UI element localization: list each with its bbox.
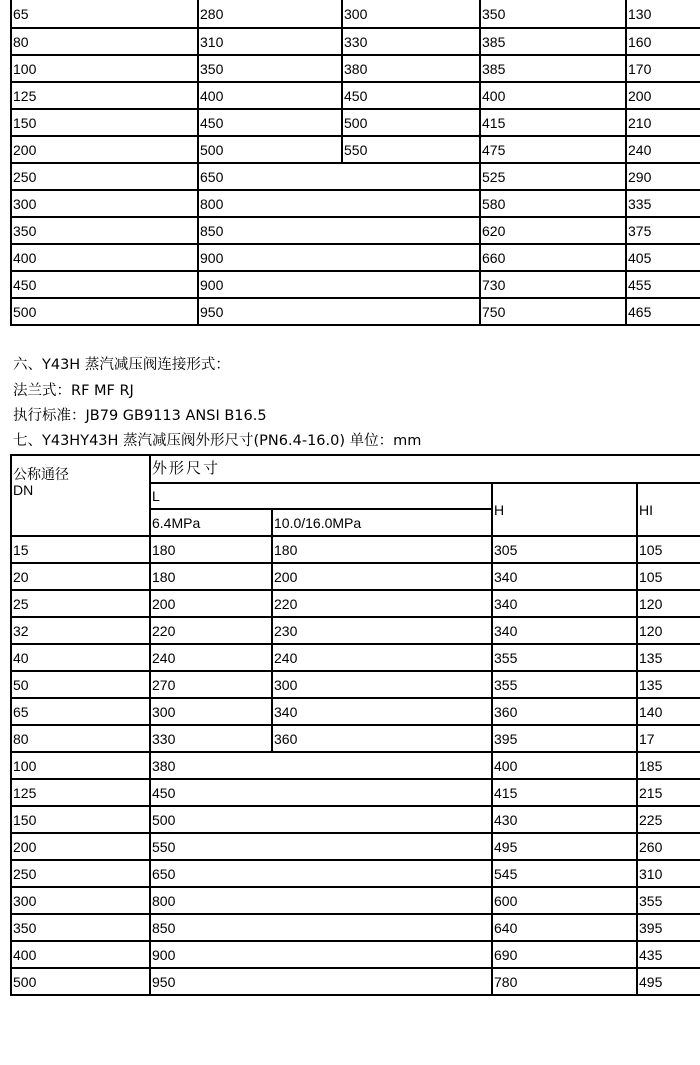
table-cell: 300	[11, 887, 150, 914]
table-row	[11, 671, 700, 698]
table-cell: 160	[626, 28, 700, 55]
table-row	[11, 725, 700, 752]
table-cell: 350	[11, 914, 150, 941]
table-cell: 780	[492, 968, 637, 995]
table-cell: 550	[342, 136, 480, 163]
table-cell: 100	[11, 752, 150, 779]
table-row	[11, 644, 700, 671]
table-cell: 280	[198, 0, 342, 28]
table-cell: 240	[626, 136, 700, 163]
table-cell: 250	[11, 860, 150, 887]
table-cell: 495	[637, 968, 700, 995]
table-cell: 180	[150, 536, 272, 563]
table-cell: 270	[150, 671, 272, 698]
lower-table-body	[11, 536, 700, 995]
table-cell: 330	[150, 725, 272, 752]
table-cell: 455	[626, 271, 700, 298]
table-cell: 50	[11, 671, 150, 698]
table-cell: 395	[637, 914, 700, 941]
flange-types: 法兰式：RF MF RJ	[13, 383, 134, 399]
table-row	[11, 190, 700, 217]
table-cell: 580	[480, 190, 626, 217]
table-cell: 135	[637, 644, 700, 671]
table-cell: 140	[637, 698, 700, 725]
header-H: H	[492, 483, 637, 536]
table-cell: 525	[480, 163, 626, 190]
table-cell: 385	[480, 55, 626, 82]
table-cell: 200	[11, 136, 198, 163]
table-cell: 130	[626, 0, 700, 28]
table-cell: 185	[637, 752, 700, 779]
table-cell: 340	[492, 563, 637, 590]
table-cell: 545	[492, 860, 637, 887]
table-cell: 340	[492, 590, 637, 617]
table-row	[11, 698, 700, 725]
table-cell: 310	[637, 860, 700, 887]
table-cell: 80	[11, 725, 150, 752]
table-cell: 350	[480, 0, 626, 28]
table-cell: 400	[11, 941, 150, 968]
table-cell: 850	[198, 217, 480, 244]
header-HI: HI	[637, 483, 700, 536]
table-cell: 400	[198, 82, 342, 109]
table-cell: 150	[11, 806, 150, 833]
table-cell: 850	[150, 914, 492, 941]
table-row	[11, 941, 700, 968]
table-cell: 200	[626, 82, 700, 109]
table-cell: 100	[11, 55, 198, 82]
table-cell: 305	[492, 536, 637, 563]
table-row	[11, 217, 700, 244]
table-cell: 690	[492, 941, 637, 968]
table-row	[11, 617, 700, 644]
table-cell: 375	[626, 217, 700, 244]
upper-table-body	[11, 0, 700, 325]
table-cell: 500	[342, 109, 480, 136]
table-row	[11, 163, 700, 190]
table-cell: 20	[11, 563, 150, 590]
table-cell: 450	[11, 271, 198, 298]
header-outline-dimensions: 外形尺寸	[150, 455, 700, 483]
table-cell: 800	[198, 190, 480, 217]
header-L-6.4mpa: 6.4MPa	[150, 509, 272, 536]
table-row	[11, 752, 700, 779]
table-cell: 310	[198, 28, 342, 55]
table-row	[11, 82, 700, 109]
table-cell: 215	[637, 779, 700, 806]
table-cell: 150	[11, 109, 198, 136]
table-cell: 750	[480, 298, 626, 325]
table-cell: 500	[11, 298, 198, 325]
table-row	[11, 136, 700, 163]
table-cell: 350	[198, 55, 342, 82]
table-cell: 105	[637, 536, 700, 563]
table-cell: 170	[626, 55, 700, 82]
table-cell: 120	[637, 617, 700, 644]
table-row	[11, 109, 700, 136]
table-row	[11, 590, 700, 617]
table-cell: 300	[342, 0, 480, 28]
table-cell: 450	[342, 82, 480, 109]
table-cell: 350	[11, 217, 198, 244]
table-row	[11, 860, 700, 887]
table-cell: 17	[637, 725, 700, 752]
table-row	[11, 968, 700, 995]
table-cell: 240	[150, 644, 272, 671]
table-cell: 80	[11, 28, 198, 55]
table-cell: 500	[150, 806, 492, 833]
table-row	[11, 806, 700, 833]
table-cell: 125	[11, 779, 150, 806]
table-cell: 120	[637, 590, 700, 617]
table-cell: 395	[492, 725, 637, 752]
table-row	[11, 271, 700, 298]
table-cell: 660	[480, 244, 626, 271]
table-cell: 335	[626, 190, 700, 217]
table-cell: 340	[492, 617, 637, 644]
header-nominal-diameter	[11, 455, 150, 536]
table-cell: 330	[342, 28, 480, 55]
table-cell: 220	[150, 617, 272, 644]
table-cell: 125	[11, 82, 198, 109]
table-cell: 380	[342, 55, 480, 82]
table-cell: 65	[11, 698, 150, 725]
table-cell: 385	[480, 28, 626, 55]
table-row	[11, 244, 700, 271]
table-cell: 400	[492, 752, 637, 779]
table-cell: 600	[492, 887, 637, 914]
table-row	[11, 298, 700, 325]
table-cell: 40	[11, 644, 150, 671]
header-L-10-16mpa: 10.0/16.0MPa	[272, 509, 492, 536]
table-cell: 65	[11, 0, 198, 28]
table-cell: 180	[150, 563, 272, 590]
table-cell: 950	[198, 298, 480, 325]
table-cell: 380	[150, 752, 492, 779]
standards-line: 执行标准：JB79 GB9113 ANSI B16.5	[13, 408, 267, 424]
table-cell: 300	[150, 698, 272, 725]
table-cell: 900	[150, 941, 492, 968]
table-cell: 400	[480, 82, 626, 109]
table-cell: 360	[272, 725, 492, 752]
table-row	[11, 887, 700, 914]
table-cell: 220	[272, 590, 492, 617]
header-dn-label-cn: 公称通径	[13, 466, 69, 482]
lower-table-header	[11, 455, 700, 536]
table-row	[11, 914, 700, 941]
table-row	[11, 28, 700, 55]
table-cell: 640	[492, 914, 637, 941]
table-cell: 250	[11, 163, 198, 190]
table-cell: 230	[272, 617, 492, 644]
table-cell: 900	[198, 244, 480, 271]
table-cell: 200	[11, 833, 150, 860]
table-cell: 25	[11, 590, 150, 617]
table-cell: 415	[492, 779, 637, 806]
table-cell: 290	[626, 163, 700, 190]
table-cell: 450	[198, 109, 342, 136]
table-cell: 950	[150, 968, 492, 995]
table-cell: 210	[626, 109, 700, 136]
table-cell: 225	[637, 806, 700, 833]
table-cell: 200	[150, 590, 272, 617]
table-cell: 550	[150, 833, 492, 860]
table-cell: 800	[150, 887, 492, 914]
table-cell: 465	[626, 298, 700, 325]
header-dn-label: DN	[13, 482, 34, 498]
table-cell: 730	[480, 271, 626, 298]
table-cell: 105	[637, 563, 700, 590]
table-cell: 650	[198, 163, 480, 190]
table-cell: 260	[637, 833, 700, 860]
table-row	[11, 563, 700, 590]
table-cell: 15	[11, 536, 150, 563]
table-cell: 135	[637, 671, 700, 698]
table-cell: 355	[492, 644, 637, 671]
table-cell: 360	[492, 698, 637, 725]
table-cell: 500	[198, 136, 342, 163]
table-cell: 200	[272, 563, 492, 590]
table-cell: 400	[11, 244, 198, 271]
table-cell: 900	[198, 271, 480, 298]
table-cell: 355	[637, 887, 700, 914]
dimension-table-upper	[10, 0, 700, 326]
table-cell: 415	[480, 109, 626, 136]
table-row	[11, 536, 700, 563]
table-cell: 300	[272, 671, 492, 698]
table-cell: 435	[637, 941, 700, 968]
table-cell: 500	[11, 968, 150, 995]
table-cell: 620	[480, 217, 626, 244]
dimension-table-lower	[10, 454, 700, 996]
table-row	[11, 0, 700, 28]
table-cell: 340	[272, 698, 492, 725]
table-cell: 240	[272, 644, 492, 671]
dimensions-heading: 七、Y43HY43H 蒸汽减压阀外形尺寸(PN6.4-16.0) 单位：mm	[13, 433, 422, 449]
table-cell: 495	[492, 833, 637, 860]
table-cell: 475	[480, 136, 626, 163]
table-cell: 32	[11, 617, 150, 644]
table-row	[11, 779, 700, 806]
table-cell: 300	[11, 190, 198, 217]
table-cell: 650	[150, 860, 492, 887]
header-L: L	[150, 483, 492, 509]
table-cell: 180	[272, 536, 492, 563]
table-cell: 450	[150, 779, 492, 806]
connection-form-heading: 六、Y43H 蒸汽减压阀连接形式：	[13, 357, 230, 373]
table-row	[11, 55, 700, 82]
table-cell: 405	[626, 244, 700, 271]
table-cell: 355	[492, 671, 637, 698]
table-row	[11, 833, 700, 860]
table-cell: 430	[492, 806, 637, 833]
